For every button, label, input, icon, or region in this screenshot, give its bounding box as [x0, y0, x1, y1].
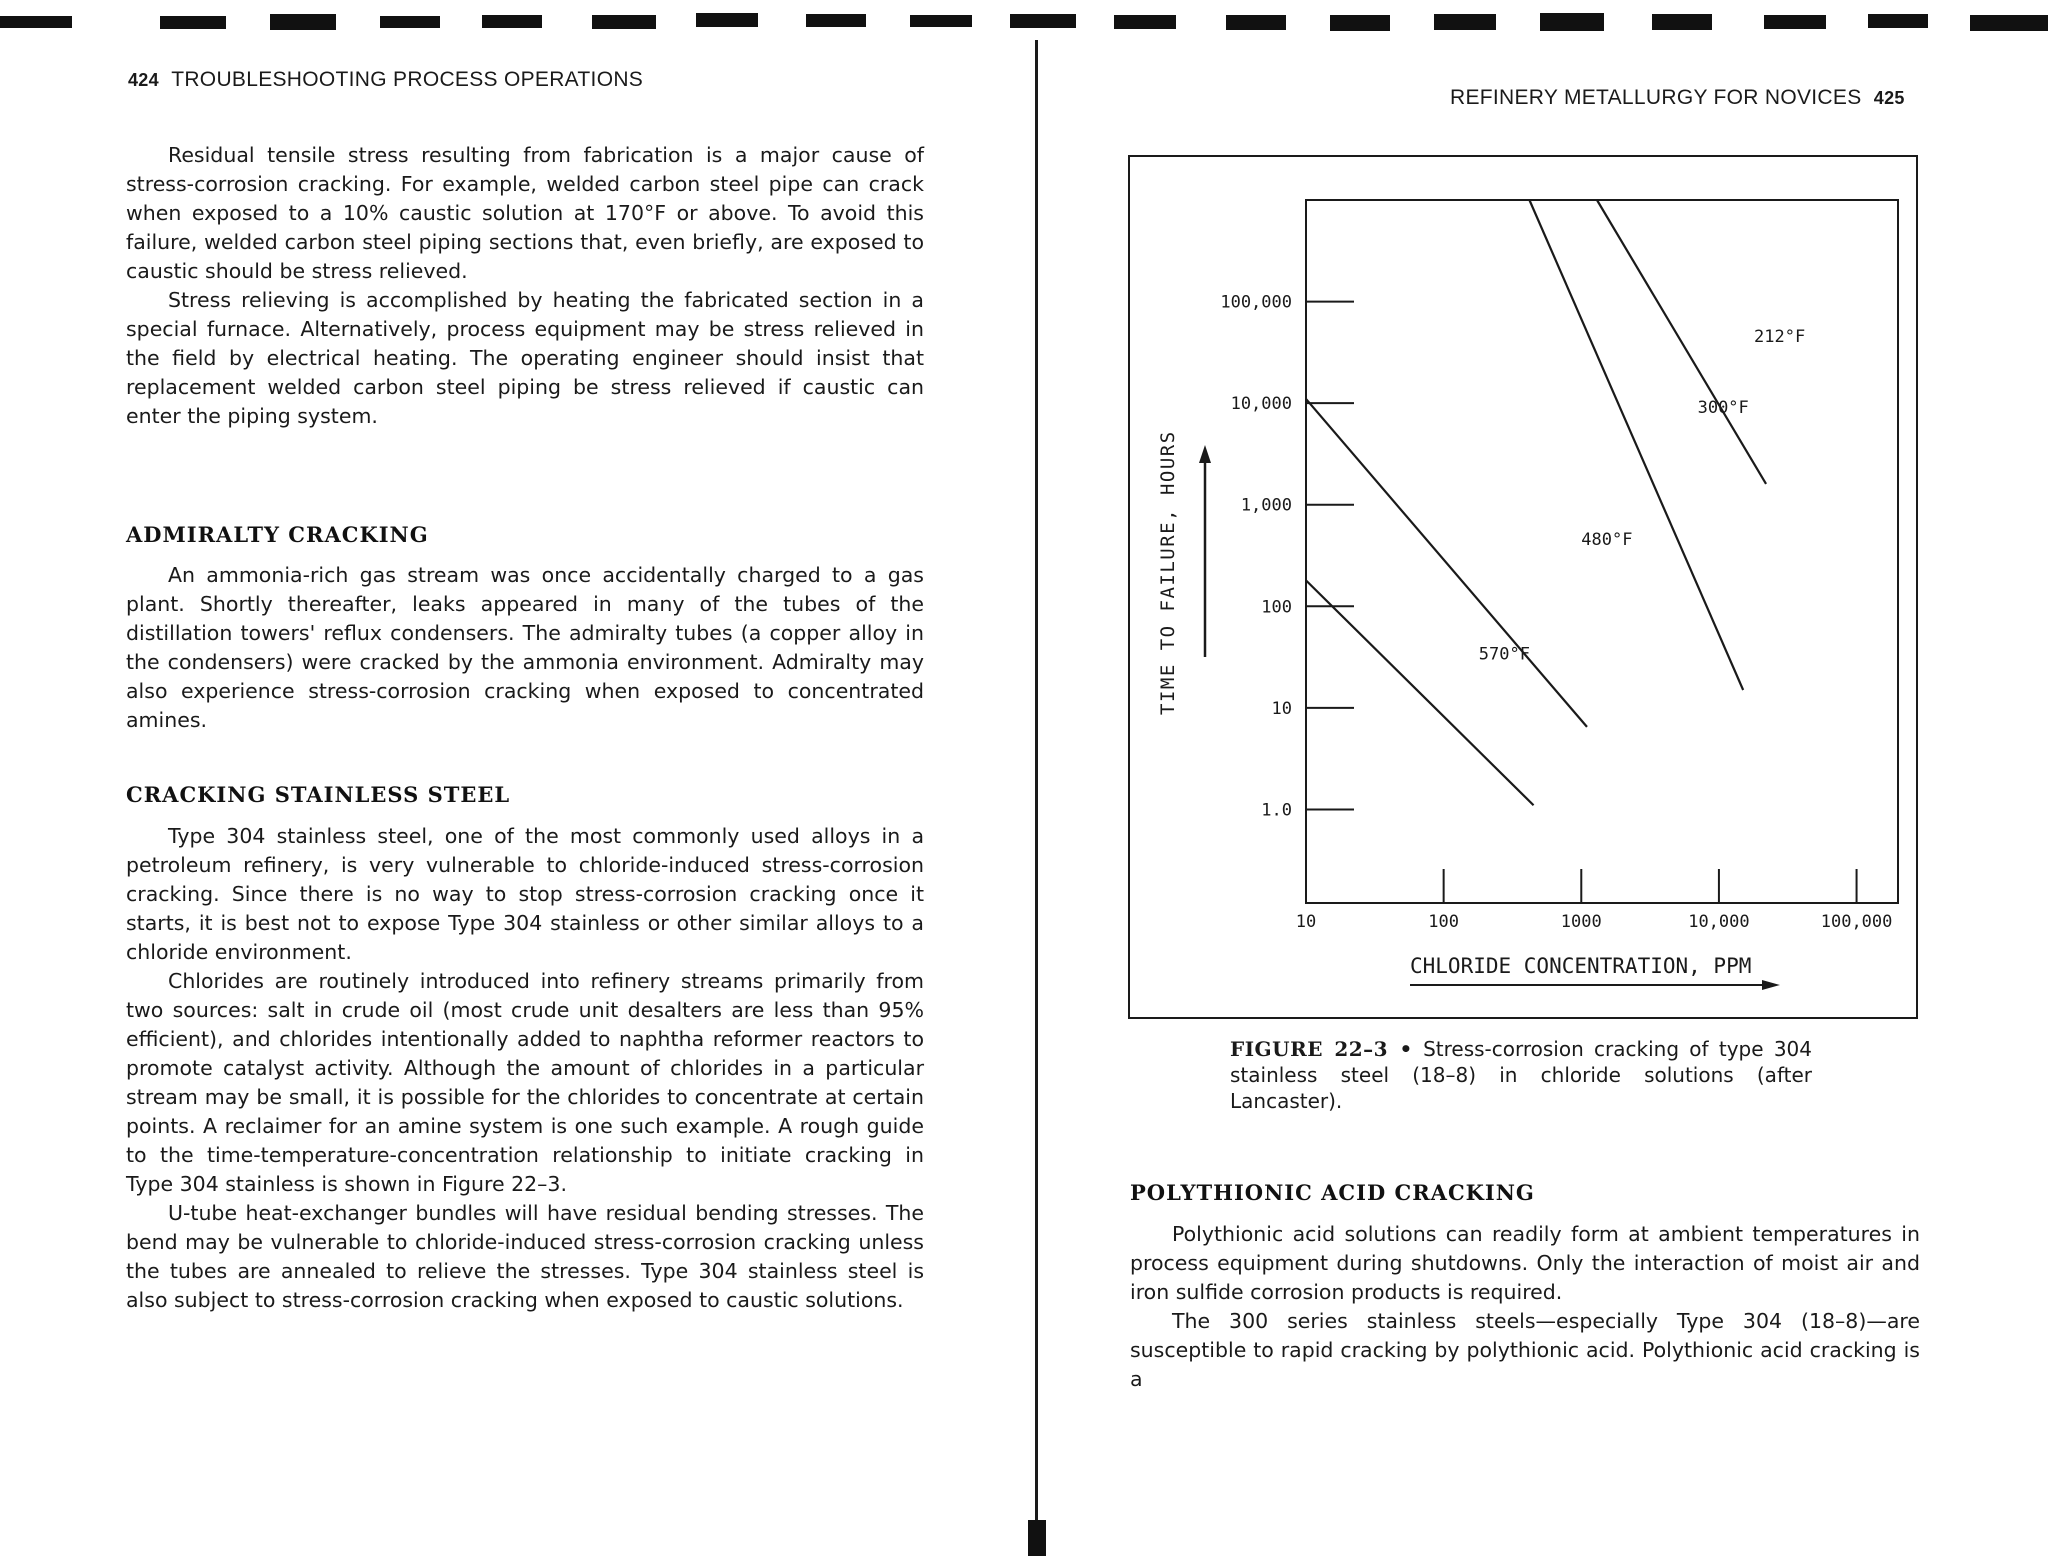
- x-axis-title: CHLORIDE CONCENTRATION, PPM: [1410, 954, 1752, 978]
- left-page-number: 424: [128, 70, 159, 90]
- admiralty-text: [126, 561, 924, 735]
- y-tick-label-1-0: 1.0: [1261, 800, 1292, 821]
- y-tick-label-10: 10: [1271, 698, 1292, 719]
- polythionic-heading: POLYTHIONIC ACID CRACKING: [1130, 1180, 1535, 1205]
- x-tick-label-10: 10: [1295, 912, 1317, 932]
- series-line-212-f: [1597, 200, 1766, 484]
- stainless-heading: CRACKING STAINLESS STEEL: [126, 782, 511, 807]
- series-label-300-f: 300°F: [1697, 397, 1749, 418]
- left-running-head: [128, 68, 643, 92]
- left-running-title: TROUBLESHOOTING PROCESS OPERATIONS: [171, 68, 644, 91]
- y-tick-label-100-000: 100,000: [1220, 292, 1292, 313]
- figure-caption-text: Stress-corrosion cracking of type 304 stainless steel (18–8) in chloride solutions (after Lancaster).: [1230, 1037, 1813, 1113]
- series-label-480-f: 480°F: [1581, 530, 1633, 551]
- right-running-head: [1450, 86, 1905, 110]
- stainless-paragraph-2: Chlorides are routinely introduced into refinery streams primarily from two sources: salt in crude oil (most crude unit desalters are less than 95% efficient), and chlorides intentionally added to naphtha reformer reactors to promote catalyst activity. Although the amount of chlorides in a particular stream may be small, it is possible for the chlorides to concentrate at certain points. A reclaimer for an amine system is one such example. A rough guide to the time-temperature-concentration relationship to initiate cracking in Type 304 stainless is shown in Figure 22–3.: [126, 969, 924, 1196]
- right-running-title: REFINERY METALLURGY FOR NOVICES: [1450, 86, 1862, 109]
- figure-caption: [1230, 1036, 1812, 1114]
- y-tick-label-10-000: 10,000: [1230, 394, 1292, 415]
- series-line-300-f: [1529, 200, 1743, 690]
- intro-text: [126, 141, 924, 431]
- x-axis-arrow: [1410, 980, 1780, 990]
- admiralty-heading: ADMIRALTY CRACKING: [126, 522, 429, 547]
- y-axis-arrow: [1199, 445, 1211, 657]
- series-line-480-f: [1306, 399, 1587, 727]
- page-gutter-line: [1035, 40, 1038, 1556]
- y-tick-label-100: 100: [1261, 597, 1292, 618]
- stress-corrosion-chart: [1128, 155, 1916, 1017]
- x-tick-label-100: 100: [1428, 912, 1460, 932]
- y-axis-title: TIME TO FAILURE, HOURS: [1157, 430, 1179, 715]
- series-label-570-f: 570°F: [1478, 644, 1530, 665]
- polythionic-paragraph-1: Polythionic acid solutions can readily form at ambient temperatures in process equipment during shutdowns. Only the interaction of moist air and iron sulfide corrosion products is required.: [1130, 1222, 1920, 1304]
- figure-caption-label: FIGURE 22–3 •: [1230, 1037, 1413, 1061]
- stainless-paragraph-1: Type 304 stainless steel, one of the most commonly used alloys in a petroleum refinery, is very vulnerable to chloride-induced stress-corrosion cracking. Since there is no way to stop stress-corrosion cracking once it starts, it is best not to expose Type 304 stainless or other similar alloys to a chloride environment.: [126, 824, 924, 964]
- binding-strip: [0, 10, 2048, 40]
- admiralty-paragraph-1: An ammonia-rich gas stream was once accidentally charged to a gas plant. Shortly thereafter, leaks appeared in many of the tubes of the distillation towers' reflux condensers. The admiralty tubes (a copper alloy in the condensers) were cracked by the ammonia environment. Admiralty may also experience stress-corrosion cracking when exposed to concentrated amines.: [126, 563, 924, 732]
- polythionic-paragraph-2: The 300 series stainless steels—especially Type 304 (18–8)—are susceptible to rapid cracking by polythionic acid. Polythionic acid cracking is a: [1130, 1309, 1920, 1391]
- polythionic-text: [1130, 1220, 1920, 1394]
- series-line-570-f: [1306, 580, 1534, 805]
- stainless-paragraph-3: U-tube heat-exchanger bundles will have residual bending stresses. The bend may be vulnerable to chloride-induced stress-corrosion cracking unless the tubes are annealed to relieve the stresses. Type 304 stainless steel is also subject to stress-corrosion cracking when exposed to caustic solutions.: [126, 1201, 924, 1312]
- x-tick-label-100-000: 100,000: [1820, 912, 1893, 932]
- stainless-text: [126, 822, 924, 1315]
- x-tick-label-10-000: 10,000: [1688, 912, 1750, 932]
- series-label-212-f: 212°F: [1754, 326, 1806, 347]
- y-tick-label-1-000: 1,000: [1240, 495, 1292, 516]
- page-gutter-foot: [1028, 1520, 1046, 1556]
- right-page-number: 425: [1873, 88, 1905, 108]
- chart-plot-area: [1306, 200, 1898, 903]
- intro-paragraph-1: Residual tensile stress resulting from fabrication is a major cause of stress-corrosion cracking. For example, welded carbon steel pipe can crack when exposed to a 10% caustic solution at 170°F or above. To avoid this failure, welded carbon steel piping sections that, even briefly, are exposed to caustic should be stress relieved.: [126, 143, 924, 283]
- intro-paragraph-2: Stress relieving is accomplished by heating the fabricated section in a special furnace. Alternatively, process equipment may be stress relieved in the field by electrical heating. The operating engineer should insist that replacement welded carbon steel piping be stress relieved if caustic can enter the piping system.: [126, 288, 924, 428]
- x-tick-label-1000: 1000: [1560, 912, 1602, 932]
